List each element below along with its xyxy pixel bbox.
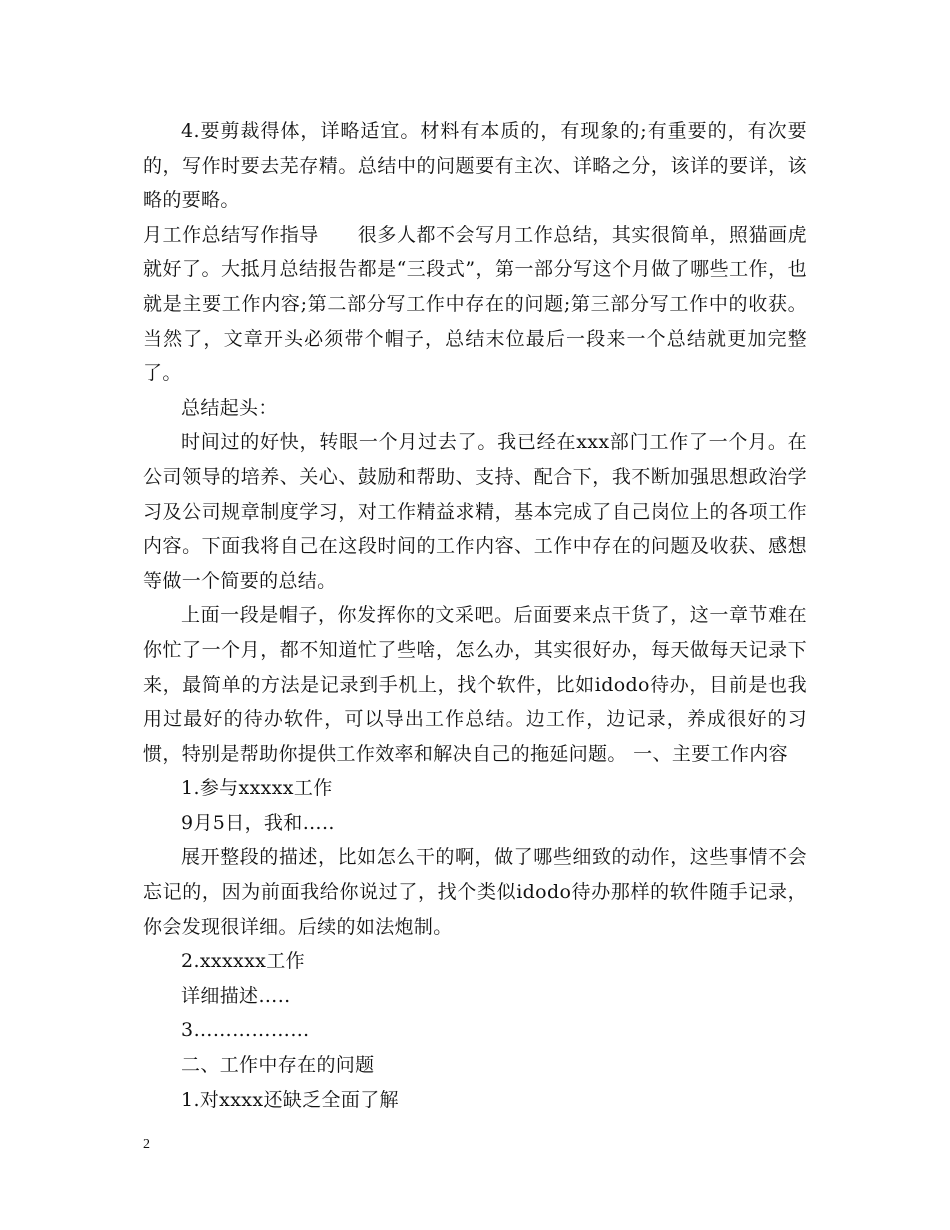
- paragraph-work-item-3: 3………………: [181, 1019, 310, 1042]
- paragraph-summary-opening-example: 时间过的好快，转眼一个月过去了。我已经在xxx部门工作了一个月。在公司领导的培养、关心、鼓励和帮助、支持、配合下，我不断加强思想政治学习及公司规章制度学习，对工作精益求精，基本完成了自己岗位上的各项工作内容。下面我将自己在这段时间的工作内容、工作中存在的问题及收获、感想等做一个简要的总结。: [143, 431, 807, 592]
- paragraph-guide-intro: 月工作总结写作指导 很多人都不会写月工作总结，其实很简单，照猫画虎就好了。大抵月总结报告都是“三段式”，第一部分写这个月做了哪些工作，也就是主要工作内容;第二部分写工作中存在的问题;第三部分写工作中的收获。当然了，文章开头必须带个帽子，总结末位最后一段来一个总结就更加完整了。: [143, 223, 807, 385]
- paragraph-tips-item-4: 4.要剪裁得体，详略适宜。材料有本质的，有现象的;有重要的，有次要的，写作时要去芜存精。总结中的问题要有主次、详略之分，该详的要详，该略的要略。: [143, 120, 807, 212]
- section-heading-problems: 二、工作中存在的问题: [181, 1054, 375, 1077]
- document-body: [143, 114, 807, 1117]
- paragraph-work-item-2: 2.xxxxxx工作: [181, 950, 305, 973]
- paragraph-writing-advice: 上面一段是帽子，你发挥你的文采吧。后面要来点干货了，这一章节难在你忙了一个月，都不知道忙了些啥，怎么办，其实很好办，每天做每天记录下来，最简单的方法是记录到手机上，找个软件，比如idodo待办，目前是也我用过最好的待办软件，可以导出工作总结。边工作，边记录，养成很好的习惯，特别是帮助你提供工作效率和解决自己的拖延问题。 一、主要工作内容: [143, 604, 807, 765]
- paragraph-detail-description: 展开整段的描述，比如怎么干的啊，做了哪些细致的动作，这些事情不会忘记的，因为前面我给你说过了，找个类似idodo待办那样的软件随手记录，你会发现很详细。后续的如法炮制。: [143, 846, 807, 938]
- page-number: 2: [143, 1137, 150, 1152]
- paragraph-problem-item-1: 1.对xxxx还缺乏全面了解: [181, 1088, 399, 1111]
- paragraph-summary-opening-heading: 总结起头：: [181, 396, 278, 419]
- paragraph-detail-placeholder: 详细描述…..: [181, 984, 291, 1007]
- paragraph-date-entry: 9月5日，我和…..: [181, 811, 335, 834]
- paragraph-work-item-1: 1.参与xxxxx工作: [181, 777, 333, 800]
